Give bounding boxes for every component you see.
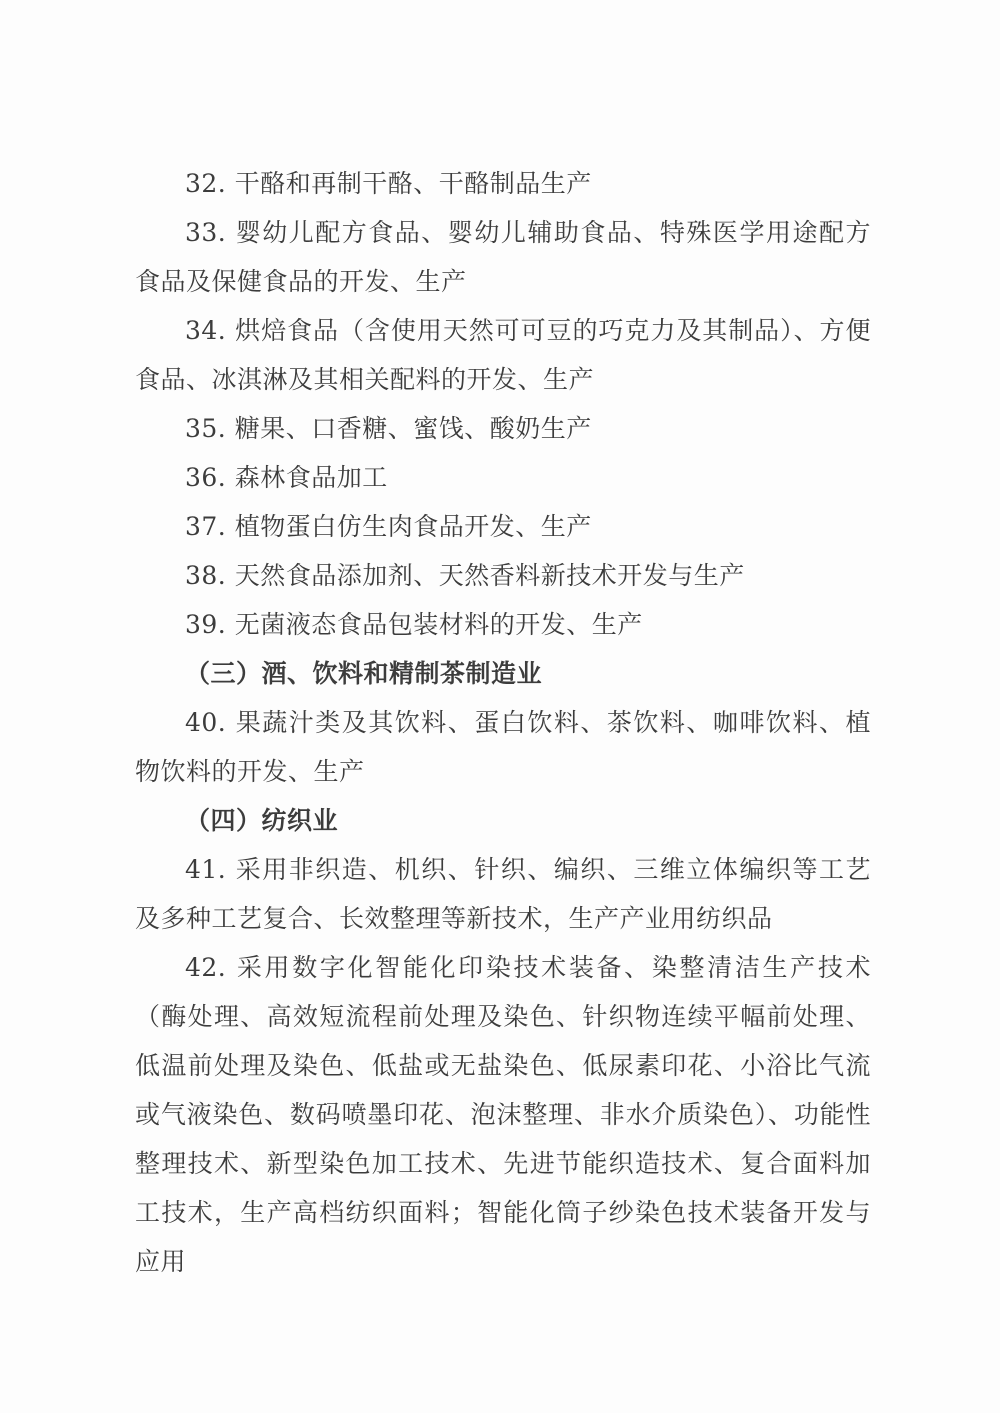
section-heading-3: （三）酒、饮料和精制茶制造业 bbox=[185, 659, 543, 688]
list-item-34: 34. 烘焙食品（含使用天然可可豆的巧克力及其制品）、方便食品、冰淇淋及其相关配料的开发、生产 bbox=[135, 316, 871, 394]
list-item-36: 36. 森林食品加工 bbox=[185, 463, 388, 492]
section-heading-4: （四）纺织业 bbox=[185, 806, 339, 835]
list-item-39: 39. 无菌液态食品包装材料的开发、生产 bbox=[185, 610, 643, 639]
list-item-35: 35. 糖果、口香糖、蜜饯、酸奶生产 bbox=[185, 414, 592, 443]
list-item-32: 32. 干酪和再制干酪、干酪制品生产 bbox=[185, 169, 592, 198]
list-item-42: 42. 采用数字化智能化印染技术装备、染整清洁生产技术（酶处理、高效短流程前处理及染色、针织物连续平幅前处理、低温前处理及染色、低盐或无盐染色、低尿素印花、小浴比气流或气液染色、数码喷墨印花、泡沫整理、非水介质染色）、功能性整理技术、新型染色加工技术、先进节能织造技术、复合面料加工技术，生产高档纺织面料；智能化筒子纱染色技术装备开发与应用 bbox=[135, 953, 871, 1276]
list-item-40: 40. 果蔬汁类及其饮料、蛋白饮料、茶饮料、咖啡饮料、植物饮料的开发、生产 bbox=[135, 708, 871, 786]
list-item-38: 38. 天然食品添加剂、天然香料新技术开发与生产 bbox=[185, 561, 745, 590]
list-item-33: 33. 婴幼儿配方食品、婴幼儿辅助食品、特殊医学用途配方食品及保健食品的开发、生产 bbox=[135, 218, 871, 296]
list-item-41: 41. 采用非织造、机织、针织、编织、三维立体编织等工艺及多种工艺复合、长效整理等新技术，生产产业用纺织品 bbox=[135, 855, 871, 933]
list-item-37: 37. 植物蛋白仿生肉食品开发、生产 bbox=[185, 512, 592, 541]
document-body bbox=[135, 159, 871, 1286]
